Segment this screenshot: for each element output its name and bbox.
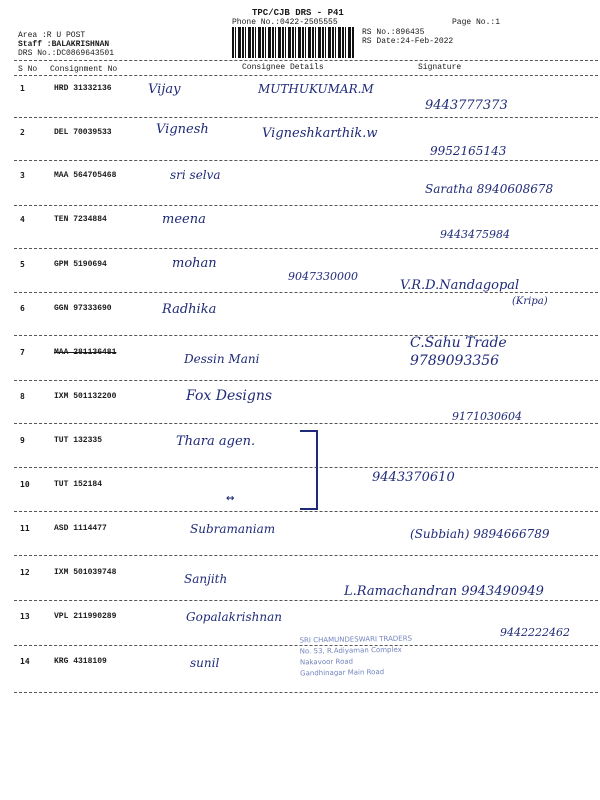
row-divider	[14, 423, 598, 424]
consignee-name: meena	[162, 212, 206, 227]
drs-number: DRS No.:DC0869643501	[18, 49, 115, 58]
consignee-name: mohan	[172, 256, 217, 271]
sno: 5	[20, 260, 25, 269]
area-label: Area :R U POST	[18, 31, 86, 40]
col-sno: S No	[18, 65, 38, 74]
sno: 2	[20, 128, 25, 137]
stamp-line: Gandhinagar Main Road	[300, 668, 385, 678]
col-consignment: Consignment No	[50, 65, 118, 74]
stamp-line: SRI CHAMUNDESWARI TRADERS	[299, 634, 413, 645]
row-divider	[14, 511, 598, 512]
bracket-top	[300, 430, 318, 432]
consignment-no: MAA 564705468	[54, 171, 117, 180]
header-divider-bottom	[14, 75, 598, 76]
consignment-no: VPL 211990289	[54, 612, 117, 621]
company-stamp	[299, 633, 472, 698]
consignment-no: IXM 501132200	[54, 392, 117, 401]
row-divider	[14, 555, 598, 556]
col-consignee: Consignee Details	[242, 63, 324, 72]
sno: 4	[20, 215, 25, 224]
barcode-image	[232, 27, 354, 58]
consignee-name: Dessin Mani	[184, 352, 260, 366]
consignee-extra: MUTHUKUMAR.M	[258, 82, 374, 96]
sno: 14	[20, 657, 30, 666]
signature: L.Ramachandran 9943490949	[344, 584, 544, 599]
signature: 9443777373	[425, 98, 508, 113]
sno: 10	[20, 480, 30, 489]
signature: (Subbiah) 9894666789	[410, 527, 550, 541]
header-divider-top	[14, 60, 598, 61]
consignment-no: TUT 132335	[54, 436, 103, 445]
sno: 7	[20, 348, 25, 357]
consignment-no: DEL 70039533	[54, 128, 112, 137]
signature: 9443475984	[440, 228, 510, 241]
row-divider	[14, 160, 598, 161]
consignment-no: GPM 5190694	[54, 260, 107, 269]
consignment-no: HRD 31332136	[54, 84, 112, 93]
sno: 12	[20, 568, 30, 577]
consignee-name: Sanjith	[184, 572, 228, 586]
sno: 6	[20, 304, 25, 313]
signature: V.R.D.Nandagopal	[400, 278, 520, 293]
row-divider	[14, 380, 598, 381]
consignee-name: Vijay	[148, 82, 181, 97]
stamp-line: Nakavoor Road	[299, 657, 354, 667]
rs-number: RS No.:896435	[362, 28, 425, 37]
sno: 9	[20, 436, 25, 445]
row-divider	[14, 600, 598, 601]
consignment-no: ASD 1114477	[54, 524, 107, 533]
row-divider	[14, 467, 598, 468]
consignee-name: Radhika	[162, 302, 217, 317]
consignee-extra: Vigneshkarthik.w	[262, 126, 378, 141]
consignee-name: Subramaniam	[190, 522, 276, 536]
consignee-name: sunil	[190, 656, 220, 670]
sno: 1	[20, 84, 25, 93]
row-divider	[14, 117, 598, 118]
consignee-extra: 9047330000	[288, 270, 358, 283]
arrow-icon: ↔	[226, 490, 235, 506]
signature: 9443370610	[372, 470, 455, 485]
bracket-line	[316, 430, 318, 510]
consignment-no: KRG 4318109	[54, 657, 107, 666]
consignee-name: Gopalakrishnan	[186, 610, 282, 624]
signature: 9952165143	[430, 144, 507, 158]
consignee-name: Vignesh	[156, 122, 209, 137]
sno: 13	[20, 612, 30, 621]
consignment-no: GGN 97333690	[54, 304, 112, 313]
row-divider	[14, 292, 598, 293]
consignee-name: Fox Designs	[186, 388, 273, 404]
staff-label: Staff :BALAKRISHNAN	[18, 40, 110, 49]
signature: C.Sahu Trade 9789093356	[410, 335, 507, 369]
signature: 9442222462	[500, 626, 570, 639]
col-signature: Signature	[418, 63, 462, 72]
consignee-name: Thara agen.	[176, 434, 256, 449]
consignee-name: sri selva	[170, 168, 221, 182]
consignment-no: TEN 7234884	[54, 215, 107, 224]
consignment-no: MAA 281136481	[54, 348, 117, 357]
row-divider	[14, 248, 598, 249]
page-title: TPC/CJB DRS - P41	[252, 8, 344, 18]
sno: 11	[20, 524, 30, 533]
row-divider	[14, 205, 598, 206]
consignment-no: IXM 501039748	[54, 568, 117, 577]
consignment-no: TUT 152184	[54, 480, 103, 489]
signature: Saratha 8940608678	[425, 182, 554, 196]
signature: 9171030604	[452, 410, 522, 423]
signature: (Kripa)	[512, 296, 548, 307]
bracket-bottom	[300, 508, 318, 510]
stamp-line: No. 53, R.Adiyaman Complex	[299, 645, 402, 656]
page-number: Page No.:1	[452, 18, 501, 27]
rs-date: RS Date:24-Feb-2022	[362, 37, 454, 46]
phone-number: Phone No.:0422-2505555	[232, 18, 338, 27]
sno: 8	[20, 392, 25, 401]
sno: 3	[20, 171, 25, 180]
